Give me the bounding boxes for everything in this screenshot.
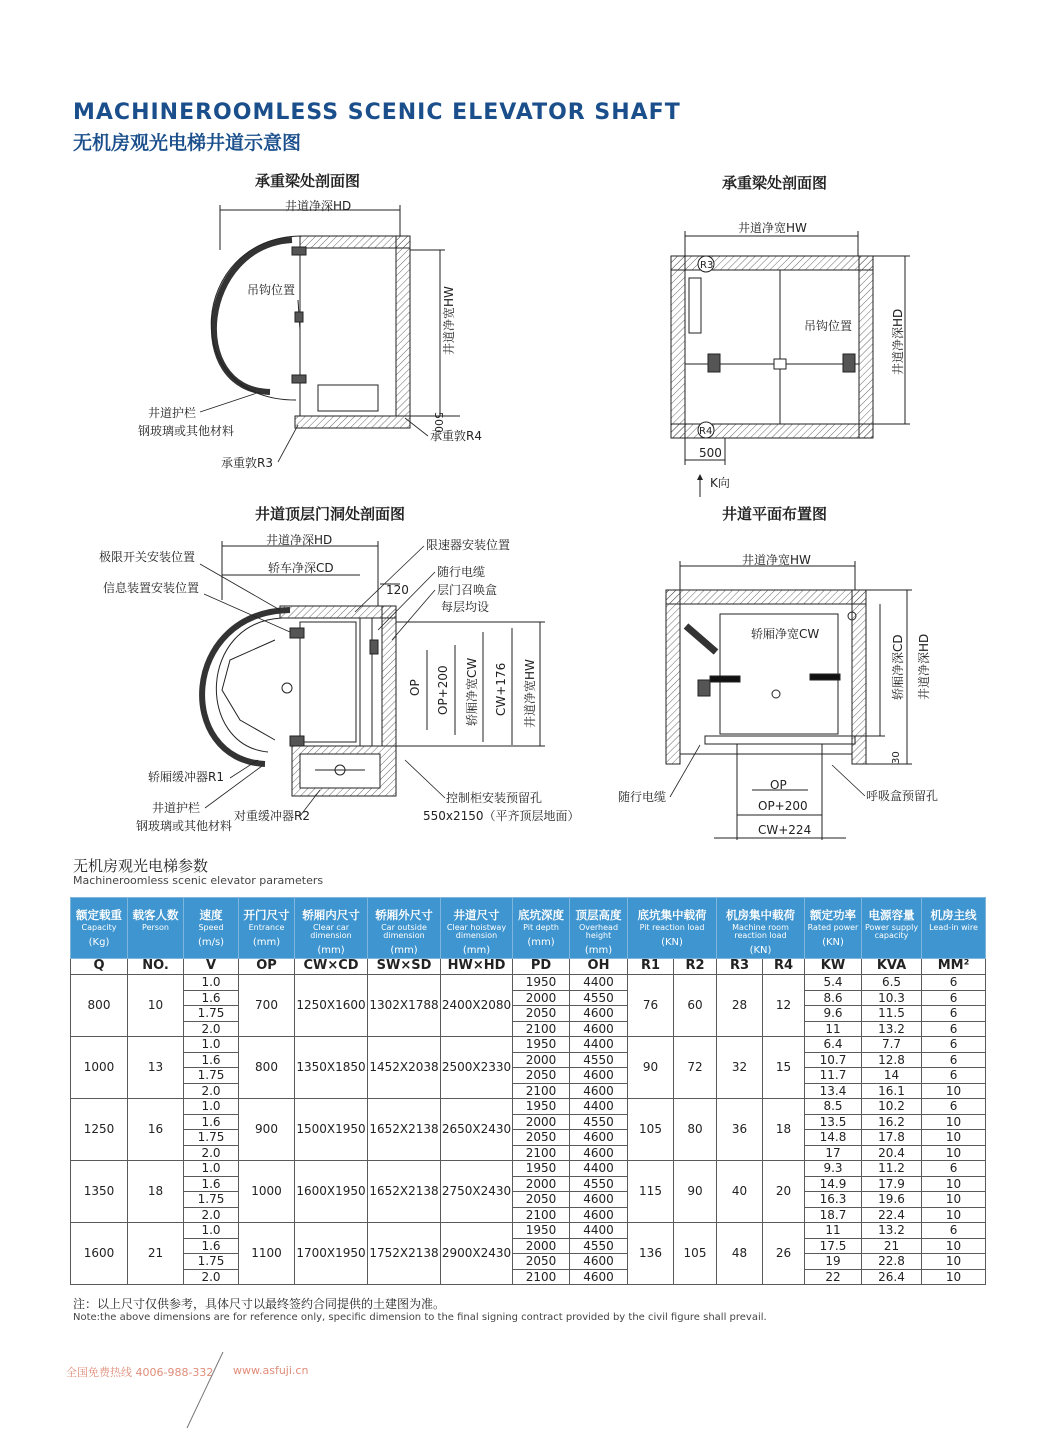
wire-cell: 10 (922, 1176, 986, 1192)
pit-depth-cell: 1950 (513, 1099, 570, 1115)
d1-hook-label: 吊钩位置 (247, 283, 296, 297)
power-cell: 17 (805, 1145, 862, 1161)
wire-cell: 6 (922, 975, 986, 991)
supply-cell: 11.5 (862, 1006, 922, 1022)
header-cell: 机房集中载荷 Machine room reaction load (KN) (717, 898, 805, 959)
power-cell: 8.5 (805, 1099, 862, 1115)
d2-r3-label: R3 (700, 260, 714, 271)
power-cell: 8.6 (805, 990, 862, 1006)
d3-cable-label: 随行电缆 (437, 565, 486, 579)
capacity-cell: 1600 (71, 1223, 128, 1285)
subheader-cell: KW (805, 959, 862, 975)
power-cell: 9.6 (805, 1006, 862, 1022)
d4-op-label: OP (770, 778, 787, 792)
overhead-cell: 4550 (570, 1114, 628, 1130)
supply-cell: 19.6 (862, 1192, 922, 1208)
overhead-cell: 4600 (570, 1006, 628, 1022)
supply-cell: 14 (862, 1068, 922, 1084)
speed-cell: 2.0 (184, 1021, 239, 1037)
subheader-cell: SW×SD (368, 959, 441, 975)
r2-cell: 105 (674, 1223, 717, 1285)
person-cell: 16 (128, 1099, 184, 1161)
footer-hotline: 全国免费热线 4006-988-332 (66, 1366, 214, 1379)
header-cell: 轿厢外尺寸 Car outside dimension (mm) (368, 898, 441, 959)
footer-slash-decoration (185, 1350, 225, 1430)
d1-glass-label: 钢玻璃或其他材料 (138, 424, 235, 438)
pit-depth-cell: 2000 (513, 1052, 570, 1068)
supply-cell: 13.2 (862, 1021, 922, 1037)
d3-buf2-label: 对重缓冲器R2 (234, 809, 310, 823)
power-cell: 18.7 (805, 1207, 862, 1223)
table-row (71, 1192, 986, 1208)
table-row (71, 1099, 986, 1115)
pit-depth-cell: 1950 (513, 1223, 570, 1239)
overhead-cell: 4600 (570, 1254, 628, 1270)
wire-cell: 10 (922, 1207, 986, 1223)
supply-cell: 22.8 (862, 1254, 922, 1270)
overhead-cell: 4400 (570, 1099, 628, 1115)
power-cell: 5.4 (805, 975, 862, 991)
header-cell: 开门尺寸 Entrance (mm) (239, 898, 295, 959)
d2-dim500: 500 (699, 446, 722, 460)
r2-cell: 90 (674, 1161, 717, 1223)
speed-cell: 1.0 (184, 1099, 239, 1115)
speed-cell: 2.0 (184, 1207, 239, 1223)
table-row (71, 1223, 986, 1239)
subheader-cell: V (184, 959, 239, 975)
r2-cell: 80 (674, 1099, 717, 1161)
overhead-cell: 4600 (570, 1192, 628, 1208)
r1-cell: 115 (628, 1161, 674, 1223)
pit-depth-cell: 2050 (513, 1254, 570, 1270)
supply-cell: 20.4 (862, 1145, 922, 1161)
r3-cell: 32 (717, 1037, 763, 1099)
params-table (70, 897, 986, 1285)
d3-guard-label: 井道护栏 (152, 801, 201, 815)
pit-depth-cell: 1950 (513, 1161, 570, 1177)
params-header-row (71, 898, 986, 959)
header-cell: 机房主线 Lead-in wire (922, 898, 986, 959)
subheader-cell: OP (239, 959, 295, 975)
d3-hw-label: 井道净宽HW (523, 659, 537, 728)
car-inner-cell: 1350X1850 (295, 1037, 368, 1099)
wire-cell: 6 (922, 1037, 986, 1053)
speed-cell: 2.0 (184, 1083, 239, 1099)
pit-depth-cell: 2050 (513, 1006, 570, 1022)
table-row (71, 1145, 986, 1161)
overhead-cell: 4550 (570, 1176, 628, 1192)
pit-depth-cell: 2050 (513, 1192, 570, 1208)
header-cell: 速度 Speed (m/s) (184, 898, 239, 959)
r1-cell: 105 (628, 1099, 674, 1161)
wire-cell: 10 (922, 1269, 986, 1285)
supply-cell: 12.8 (862, 1052, 922, 1068)
person-cell: 10 (128, 975, 184, 1037)
subheader-cell: R2 (674, 959, 717, 975)
r2-cell: 72 (674, 1037, 717, 1099)
wire-cell: 6 (922, 1223, 986, 1239)
car-inner-cell: 1600X1950 (295, 1161, 368, 1223)
capacity-cell: 1250 (71, 1099, 128, 1161)
supply-cell: 10.3 (862, 990, 922, 1006)
pit-depth-cell: 2050 (513, 1130, 570, 1146)
power-cell: 9.3 (805, 1161, 862, 1177)
hoistway-cell: 2500X2330 (441, 1037, 513, 1099)
hoistway-cell: 2900X2430 (441, 1223, 513, 1285)
table-row (71, 1021, 986, 1037)
speed-cell: 1.0 (184, 1223, 239, 1239)
wire-cell: 6 (922, 1021, 986, 1037)
car-outer-cell: 1652X2138 (368, 1099, 441, 1161)
d1-guard-label: 井道护栏 (148, 406, 197, 420)
overhead-cell: 4400 (570, 975, 628, 991)
overhead-cell: 4600 (570, 1269, 628, 1285)
d4-hd-label: 井道净深HD (917, 633, 931, 700)
pit-depth-cell: 2000 (513, 990, 570, 1006)
wire-cell: 10 (922, 1192, 986, 1208)
subheader-cell: Q (71, 959, 128, 975)
speed-cell: 1.0 (184, 975, 239, 991)
table-row (71, 1006, 986, 1022)
supply-cell: 26.4 (862, 1269, 922, 1285)
overhead-cell: 4600 (570, 1130, 628, 1146)
pit-depth-cell: 2100 (513, 1145, 570, 1161)
d3-limit-label: 极限开关安装位置 (99, 550, 196, 564)
pit-depth-cell: 2100 (513, 1207, 570, 1223)
d3-hd-label: 井道净深HD (266, 533, 333, 547)
power-cell: 17.5 (805, 1238, 862, 1254)
power-cell: 22 (805, 1269, 862, 1285)
table-row (71, 975, 986, 991)
power-cell: 13.5 (805, 1114, 862, 1130)
subheader-cell: OH (570, 959, 628, 975)
d3-cw176-label: CW+176 (494, 662, 508, 716)
table-row (71, 1052, 986, 1068)
power-cell: 10.7 (805, 1052, 862, 1068)
car-inner-cell: 1700X1950 (295, 1223, 368, 1285)
supply-cell: 13.2 (862, 1223, 922, 1239)
supply-cell: 21 (862, 1238, 922, 1254)
d1-hd-label: 井道净深HD (285, 199, 352, 213)
diagram1-title: 承重梁处剖面图 (255, 172, 361, 190)
diagram1-drawing (211, 205, 460, 428)
overhead-cell: 4600 (570, 1083, 628, 1099)
d1-dim500: 500 (432, 412, 445, 433)
d3-governor-label: 限速器安装位置 (426, 538, 511, 552)
power-cell: 11 (805, 1021, 862, 1037)
r4-cell: 15 (763, 1037, 805, 1099)
d4-d30: 30 (891, 751, 902, 764)
speed-cell: 1.6 (184, 1176, 239, 1192)
d4-cw224-label: CW+224 (758, 823, 812, 837)
wire-cell: 6 (922, 990, 986, 1006)
speed-cell: 2.0 (184, 1145, 239, 1161)
params-body (71, 975, 986, 1285)
speed-cell: 1.75 (184, 1254, 239, 1270)
header-cell: 底坑集中载荷 Pit reaction load (KN) (628, 898, 717, 959)
speed-cell: 1.75 (184, 1130, 239, 1146)
r4-cell: 12 (763, 975, 805, 1037)
table-row (71, 1161, 986, 1177)
supply-cell: 22.4 (862, 1207, 922, 1223)
speed-cell: 1.75 (184, 1006, 239, 1022)
r1-cell: 76 (628, 975, 674, 1037)
d1-hw-label: 井道净宽HW (442, 286, 456, 355)
d2-hook-label: 吊钩位置 (804, 319, 853, 333)
speed-cell: 1.6 (184, 990, 239, 1006)
subheader-cell: MM² (922, 959, 986, 975)
r3-cell: 48 (717, 1223, 763, 1285)
car-outer-cell: 1652X2138 (368, 1161, 441, 1223)
pit-depth-cell: 1950 (513, 1037, 570, 1053)
d3-glass-label: 钢玻璃或其他材料 (136, 819, 233, 833)
d3-cw-label: 轿厢净宽CW (465, 657, 479, 726)
power-cell: 14.9 (805, 1176, 862, 1192)
supply-cell: 16.2 (862, 1114, 922, 1130)
overhead-cell: 4600 (570, 1021, 628, 1037)
overhead-cell: 4400 (570, 1161, 628, 1177)
overhead-cell: 4550 (570, 990, 628, 1006)
speed-cell: 1.0 (184, 1161, 239, 1177)
person-cell: 21 (128, 1223, 184, 1285)
d3-op200-label: OP+200 (436, 665, 450, 715)
supply-cell: 6.5 (862, 975, 922, 991)
hoistway-cell: 2750X2430 (441, 1161, 513, 1223)
table-row (71, 1176, 986, 1192)
hoistway-cell: 2400X2080 (441, 975, 513, 1037)
power-cell: 11 (805, 1223, 862, 1239)
entrance-cell: 1100 (239, 1223, 295, 1285)
supply-cell: 10.2 (862, 1099, 922, 1115)
r3-cell: 40 (717, 1161, 763, 1223)
pit-depth-cell: 2000 (513, 1176, 570, 1192)
header-cell: 载客人数 Person (128, 898, 184, 959)
speed-cell: 1.6 (184, 1114, 239, 1130)
d2-hd-label: 井道净深HD (891, 308, 905, 375)
d4-cable-label: 随行电缆 (618, 790, 667, 804)
wire-cell: 6 (922, 1068, 986, 1084)
footer-website[interactable]: www.asfuji.cn (233, 1364, 309, 1377)
r3-cell: 28 (717, 975, 763, 1037)
d1-r4-label: 承重敦R4 (430, 429, 482, 443)
pit-depth-cell: 2050 (513, 1068, 570, 1084)
table-row (71, 1083, 986, 1099)
subheader-cell: PD (513, 959, 570, 975)
wire-cell: 6 (922, 1161, 986, 1177)
power-cell: 6.4 (805, 1037, 862, 1053)
capacity-cell: 1350 (71, 1161, 128, 1223)
pit-depth-cell: 2100 (513, 1021, 570, 1037)
d4-callhole-label: 呼吸盒预留孔 (866, 789, 939, 803)
r4-cell: 20 (763, 1161, 805, 1223)
table-row (71, 1068, 986, 1084)
diagram4-title: 井道平面布置图 (722, 505, 828, 523)
table-row (71, 1238, 986, 1254)
wire-cell: 10 (922, 1145, 986, 1161)
table-row (71, 1207, 986, 1223)
table-row (71, 1037, 986, 1053)
supply-cell: 11.2 (862, 1161, 922, 1177)
wire-cell: 10 (922, 1083, 986, 1099)
d3-floor-label: 每层均设 (441, 600, 490, 614)
d2-hw-label: 井道净宽HW (738, 221, 807, 235)
params-subheader-row (71, 959, 986, 975)
header-cell: 额定功率 Rated power (KN) (805, 898, 862, 959)
pit-depth-cell: 2100 (513, 1269, 570, 1285)
entrance-cell: 900 (239, 1099, 295, 1161)
r1-cell: 90 (628, 1037, 674, 1099)
wire-cell: 6 (922, 1006, 986, 1022)
speed-cell: 2.0 (184, 1269, 239, 1285)
subheader-cell: HW×HD (441, 959, 513, 975)
header-cell: 井道尺寸 Clear hoistway dimension (mm) (441, 898, 513, 959)
r1-cell: 136 (628, 1223, 674, 1285)
car-outer-cell: 1302X1788 (368, 975, 441, 1037)
car-inner-cell: 1250X1600 (295, 975, 368, 1037)
power-cell: 14.8 (805, 1130, 862, 1146)
wire-cell: 10 (922, 1114, 986, 1130)
note-cn: 注：以上尺寸仅供参考，具体尺寸以最终签约合同提供的土建图为准。 (73, 1297, 446, 1311)
page-title-en: MACHINEROOMLESS SCENIC ELEVATOR SHAFT (73, 100, 681, 125)
car-outer-cell: 1752X2138 (368, 1223, 441, 1285)
d2-r4-label: R4 (699, 426, 713, 437)
table-row (71, 1130, 986, 1146)
entrance-cell: 1000 (239, 1161, 295, 1223)
note-en: Note:the above dimensions are for reference only, specific dimension to the final signing contract provided by the civil figure shall prevail. (73, 1312, 767, 1323)
header-cell: 额定载重 Capacity (Kg) (71, 898, 128, 959)
d3-op-label: OP (408, 679, 422, 696)
table-row (71, 1254, 986, 1270)
subheader-cell: KVA (862, 959, 922, 975)
speed-cell: 1.0 (184, 1037, 239, 1053)
overhead-cell: 4600 (570, 1145, 628, 1161)
capacity-cell: 800 (71, 975, 128, 1037)
header-cell: 顶层高度 Overhead height (mm) (570, 898, 628, 959)
entrance-cell: 800 (239, 1037, 295, 1099)
subheader-cell: R3 (717, 959, 763, 975)
d3-buf1-label: 轿厢缓冲器R1 (148, 770, 224, 784)
power-cell: 11.7 (805, 1068, 862, 1084)
params-title-en: Machineroomless scenic elevator parameters (73, 874, 324, 887)
d4-cd-label: 轿厢净深CD (891, 634, 905, 700)
table-row (71, 1269, 986, 1285)
power-cell: 16.3 (805, 1192, 862, 1208)
speed-cell: 1.75 (184, 1192, 239, 1208)
pit-depth-cell: 1950 (513, 975, 570, 991)
power-cell: 13.4 (805, 1083, 862, 1099)
d4-op200-label: OP+200 (758, 799, 808, 813)
subheader-cell: R1 (628, 959, 674, 975)
wire-cell: 10 (922, 1130, 986, 1146)
overhead-cell: 4550 (570, 1052, 628, 1068)
subheader-cell: R4 (763, 959, 805, 975)
wire-cell: 10 (922, 1254, 986, 1270)
pit-depth-cell: 2000 (513, 1114, 570, 1130)
diagram3-title: 井道顶层门洞处剖面图 (255, 505, 406, 523)
wire-cell: 6 (922, 1099, 986, 1115)
supply-cell: 16.1 (862, 1083, 922, 1099)
speed-cell: 1.6 (184, 1052, 239, 1068)
subheader-cell: NO. (128, 959, 184, 975)
car-inner-cell: 1500X1950 (295, 1099, 368, 1161)
capacity-cell: 1000 (71, 1037, 128, 1099)
car-outer-cell: 1452X2038 (368, 1037, 441, 1099)
supply-cell: 17.8 (862, 1130, 922, 1146)
overhead-cell: 4600 (570, 1068, 628, 1084)
subheader-cell: CW×CD (295, 959, 368, 975)
header-cell: 电源容量 Power supply capacity (862, 898, 922, 959)
overhead-cell: 4400 (570, 1223, 628, 1239)
pit-depth-cell: 2100 (513, 1083, 570, 1099)
d3-callbox-label: 层门召唤盒 (437, 583, 498, 597)
wire-cell: 10 (922, 1238, 986, 1254)
diagram2-title: 承重梁处剖面图 (722, 174, 828, 192)
overhead-cell: 4550 (570, 1238, 628, 1254)
speed-cell: 1.75 (184, 1068, 239, 1084)
r3-cell: 36 (717, 1099, 763, 1161)
person-cell: 13 (128, 1037, 184, 1099)
params-title-cn: 无机房观光电梯参数 (73, 857, 209, 875)
wire-cell: 6 (922, 1052, 986, 1068)
speed-cell: 1.6 (184, 1238, 239, 1254)
d2-kdir-label: K向 (710, 476, 730, 490)
entrance-cell: 700 (239, 975, 295, 1037)
header-cell: 底坑深度 Pit depth (mm) (513, 898, 570, 959)
pit-depth-cell: 2000 (513, 1238, 570, 1254)
r2-cell: 60 (674, 975, 717, 1037)
overhead-cell: 4400 (570, 1037, 628, 1053)
supply-cell: 7.7 (862, 1037, 922, 1053)
header-cell: 轿厢内尺寸 Clear car dimension (mm) (295, 898, 368, 959)
r4-cell: 26 (763, 1223, 805, 1285)
d3-ctrl-label: 控制柜安装预留孔 (446, 791, 543, 805)
power-cell: 19 (805, 1254, 862, 1270)
r4-cell: 18 (763, 1099, 805, 1161)
overhead-cell: 4600 (570, 1207, 628, 1223)
d3-info-label: 信息装置安装位置 (103, 581, 200, 595)
hoistway-cell: 2650X2430 (441, 1099, 513, 1161)
page-title-cn: 无机房观光电梯井道示意图 (73, 132, 302, 154)
d3-cd-label: 轿车净深CD (268, 561, 334, 575)
d4-hw-label: 井道净宽HW (742, 553, 811, 567)
d1-r3-label: 承重敦R3 (221, 456, 273, 470)
table-row (71, 1114, 986, 1130)
d3-dim120: 120 (386, 583, 409, 597)
d3-ctrl2-label: 550x2150（平齐顶层地面） (423, 809, 580, 823)
d4-cw-label: 轿厢净宽CW (751, 627, 820, 641)
table-row (71, 990, 986, 1006)
person-cell: 18 (128, 1161, 184, 1223)
supply-cell: 17.9 (862, 1176, 922, 1192)
